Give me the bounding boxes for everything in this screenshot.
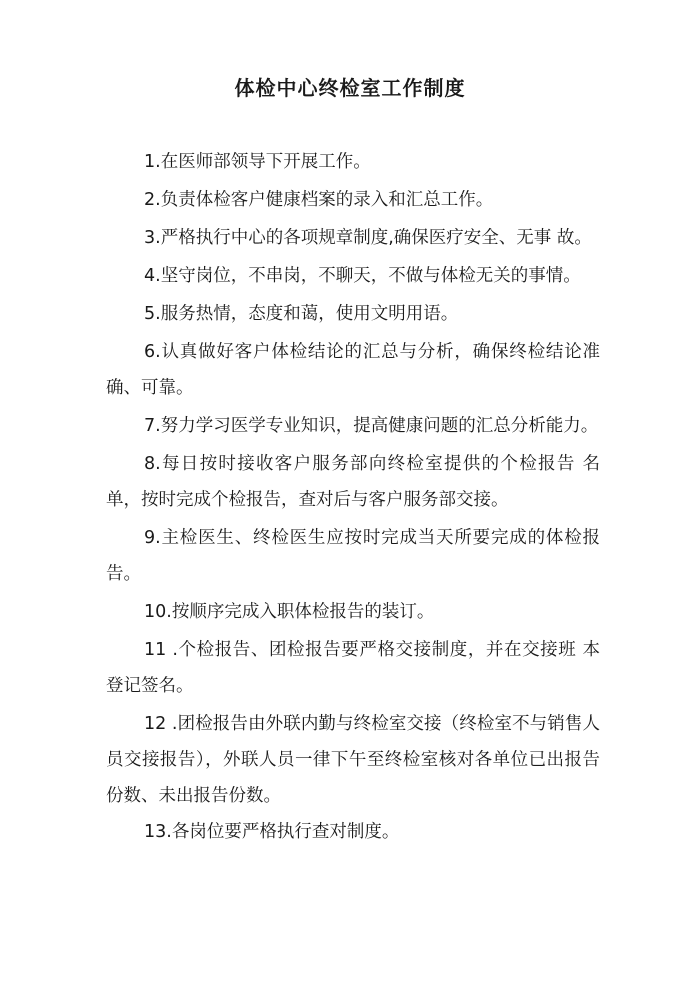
rules-list bbox=[106, 144, 600, 852]
rule-item-2: 2.负责体检客户健康档案的录入和汇总工作。 bbox=[144, 190, 494, 210]
rule-item-5: 5.服务热情，态度和蔼，使用文明用语。 bbox=[144, 304, 459, 324]
rule-item-9: 9.主检医生、终检医生应按时完成当天所要完成的体检报告。 bbox=[106, 528, 600, 584]
rule-item-11: 11 .个检报告、团检报告要严格交接制度，并在交接班 本登记签名。 bbox=[106, 640, 600, 696]
document-title: 体检中心终检室工作制度 bbox=[234, 76, 466, 100]
rule-item-3: 3.严格执行中心的各项规章制度,确保医疗安全、无事 故。 bbox=[144, 228, 592, 248]
rule-item-10: 10.按顺序完成入职体检报告的装订。 bbox=[144, 602, 435, 622]
rule-item-4: 4.坚守岗位，不串岗，不聊天，不做与体检无关的事情。 bbox=[144, 266, 581, 286]
rule-item-7: 7.努力学习医学专业知识，提高健康问题的汇总分析能力。 bbox=[144, 416, 599, 436]
rule-item-6: 6.认真做好客户体检结论的汇总与分析，确保终检结论准确、可靠。 bbox=[106, 342, 600, 398]
rule-item-13: 13.各岗位要严格执行查对制度。 bbox=[144, 822, 400, 842]
rule-item-1: 1.在医师部领导下开展工作。 bbox=[144, 152, 371, 172]
rule-item-12: 12 .团检报告由外联内勤与终检室交接（终检室不与销售人员交接报告），外联人员一律下午至终检室核对各单位已出报告份数、未出报告份数。 bbox=[106, 714, 600, 806]
rule-item-8: 8.每日按时接收客户服务部向终检室提供的个检报告 名单，按时完成个检报告，查对后与客户服务部交接。 bbox=[106, 454, 600, 510]
